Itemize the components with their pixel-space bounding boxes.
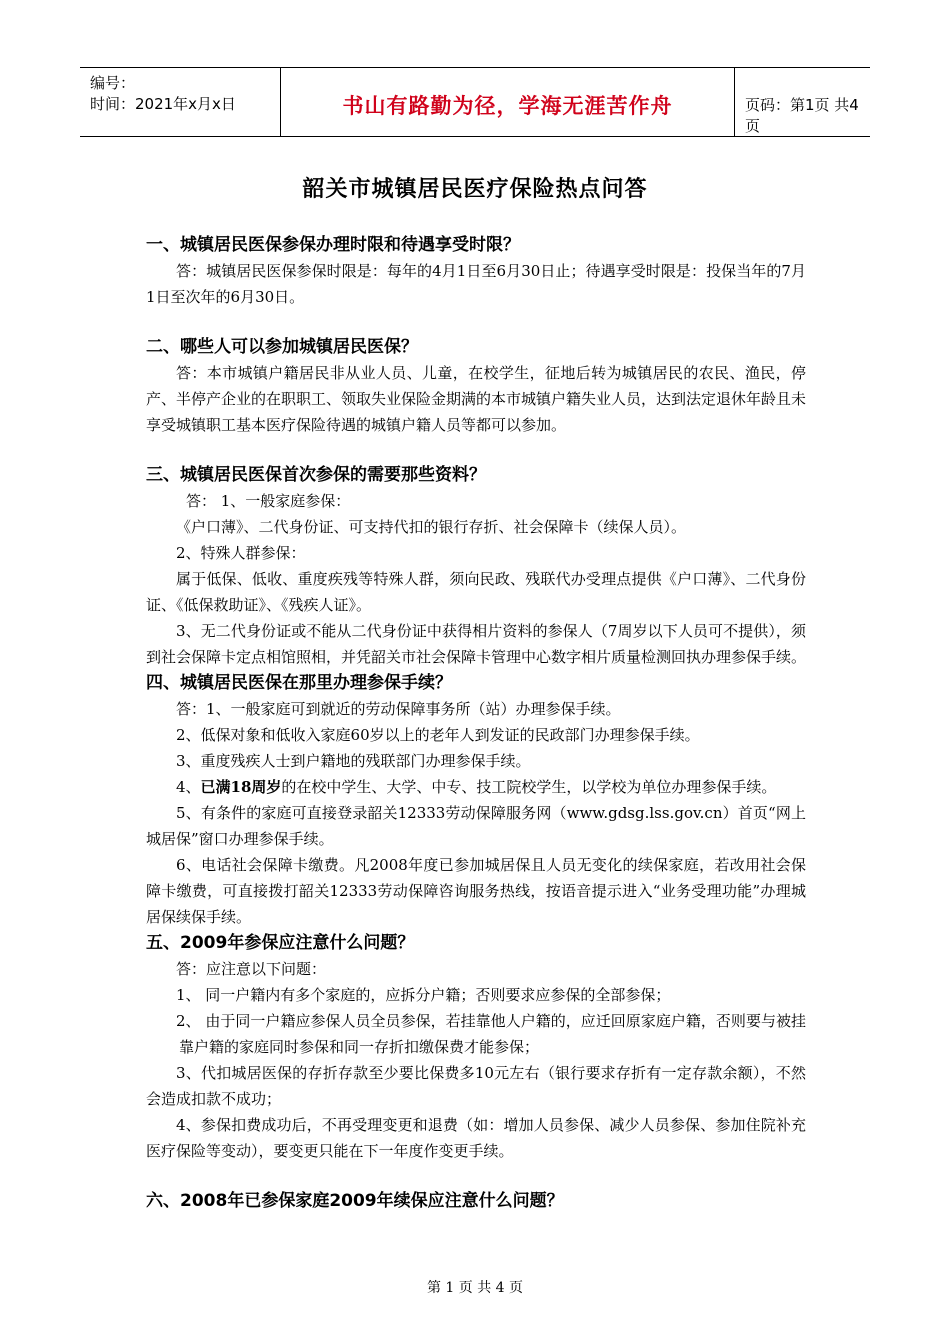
answer-5-line-2: 1、 同一户籍内有多个家庭的，应拆分户籍；否则要求应参保的全部参保； [176, 986, 671, 1004]
answer-4-line-6: 6、电话社会保障卡缴费。凡2008年度已参加城居保且人员无变化的续保家庭，若改用社会保障卡缴费，可直接拨打韶关12333劳动保障咨询服务热线，按语音提示进入“业务受理功能”办理城居保续保手续。 [146, 856, 806, 926]
answer-1: 答：城镇居民医保参保时限是：每年的4月1日至6月30日止；待遇享受时限是：投保当年的7月1日至次年的6月30日。 [146, 262, 806, 306]
header-motto: 书山有路勤为径，学海无涯苦作舟 [342, 94, 673, 118]
answer-4-line-4-rest: 的在校中学生、大学、中专、技工院校学生，以学校为单位办理参保手续。 [281, 778, 777, 796]
answer-4-line-4-emphasis: 已满18周岁 [200, 778, 282, 796]
document-title: 韶关市城镇居民医疗保险热点问答 [302, 177, 648, 202]
question-2: 二、哪些人可以参加城镇居民医保？ [146, 337, 418, 357]
document-body [146, 232, 806, 1214]
question-4: 四、城镇居民医保在那里办理参保手续？ [146, 673, 452, 693]
answer-4-line-4-prefix: 4、 [176, 778, 201, 796]
answer-4-line-2: 2、低保对象和低收入家庭60岁以上的老年人到发证的民政部门办理参保手续。 [176, 726, 700, 744]
answer-3-line-5: 3、无二代身份证或不能从二代身份证中获得相片资料的参保人（7周岁以下人员可不提供），须到社会保障卡定点相馆照相，并凭韶关市社会保障卡管理中心数字相片质量检测回执办理参保手续。 [146, 622, 807, 666]
answer-3-line-2: 《户口薄》、二代身份证、可支持代扣的银行存折、社会保障卡（续保人员）。 [176, 518, 687, 536]
answer-4-line-5: 5、有条件的家庭可直接登录韶关12333劳动保障服务网（www.gdsg.lss.gov.cn）首页“网上城居保”窗口办理参保手续。 [146, 804, 806, 848]
header-meta-cell [80, 68, 280, 136]
header-motto-cell [280, 68, 735, 136]
answer-3-line-4: 属于低保、低收、重度疾残等特殊人群，须向民政、残联代办受理点提供《户口薄》、二代身份证、《低保救助证》、《残疾人证》。 [146, 570, 806, 614]
question-1: 一、城镇居民医保参保办理时限和待遇享受时限？ [146, 235, 520, 255]
page-header [80, 67, 870, 137]
question-3: 三、城镇居民医保首次参保的需要那些资料？ [146, 465, 486, 485]
answer-5-line-4: 3、代扣城居医保的存折存款至少要比保费多10元左右（银行要求存折有一定存款余额），不然会造成扣款不成功； [146, 1064, 806, 1108]
document-date: 时间：2021年x月x日 [90, 95, 236, 113]
answer-5-line-3: 2、 由于同一户籍应参保人员全员参保，若挂靠他人户籍的，应迁回原家庭户籍，否则要与被挂靠户籍的家庭同时参保和同一存折扣缴保费才能参保； [176, 1012, 806, 1056]
answer-5-line-1: 答：应注意以下问题： [176, 960, 327, 978]
question-6: 六、2008年已参保家庭2009年续保应注意什么问题？ [146, 1191, 564, 1211]
answer-4-line-1: 答：1、一般家庭可到就近的劳动保障事务所（站）办理参保手续。 [176, 700, 621, 718]
answer-4-line-3: 3、重度残疾人士到户籍地的残联部门办理参保手续。 [176, 752, 531, 770]
header-page-cell [735, 68, 870, 136]
answer-3-line-3: 2、特殊人群参保： [176, 544, 306, 562]
document-number: 编号： [90, 74, 136, 92]
answer-3-line-1: 答： 1、一般家庭参保： [186, 492, 351, 510]
page-footer: 第 1 页 共 4 页 [426, 1280, 524, 1296]
header-page-number: 页码：第1页 共4页 [745, 96, 859, 135]
answer-5-line-5: 4、参保扣费成功后，不再受理变更和退费（如：增加人员参保、减少人员参保、参加住院补充医疗保险等变动），要变更只能在下一年度作变更手续。 [146, 1116, 806, 1160]
answer-4-line-4 [146, 774, 806, 800]
answer-2: 答：本市城镇户籍居民非从业人员、儿童，在校学生，征地后转为城镇居民的农民、渔民，停产、半停产企业的在职职工、领取失业保险金期满的本市城镇户籍失业人员，达到法定退休年龄且未享受城镇职工基本医疗保险待遇的城镇户籍人员等都可以参加。 [146, 364, 807, 434]
question-5: 五、2009年参保应注意什么问题？ [146, 933, 415, 953]
